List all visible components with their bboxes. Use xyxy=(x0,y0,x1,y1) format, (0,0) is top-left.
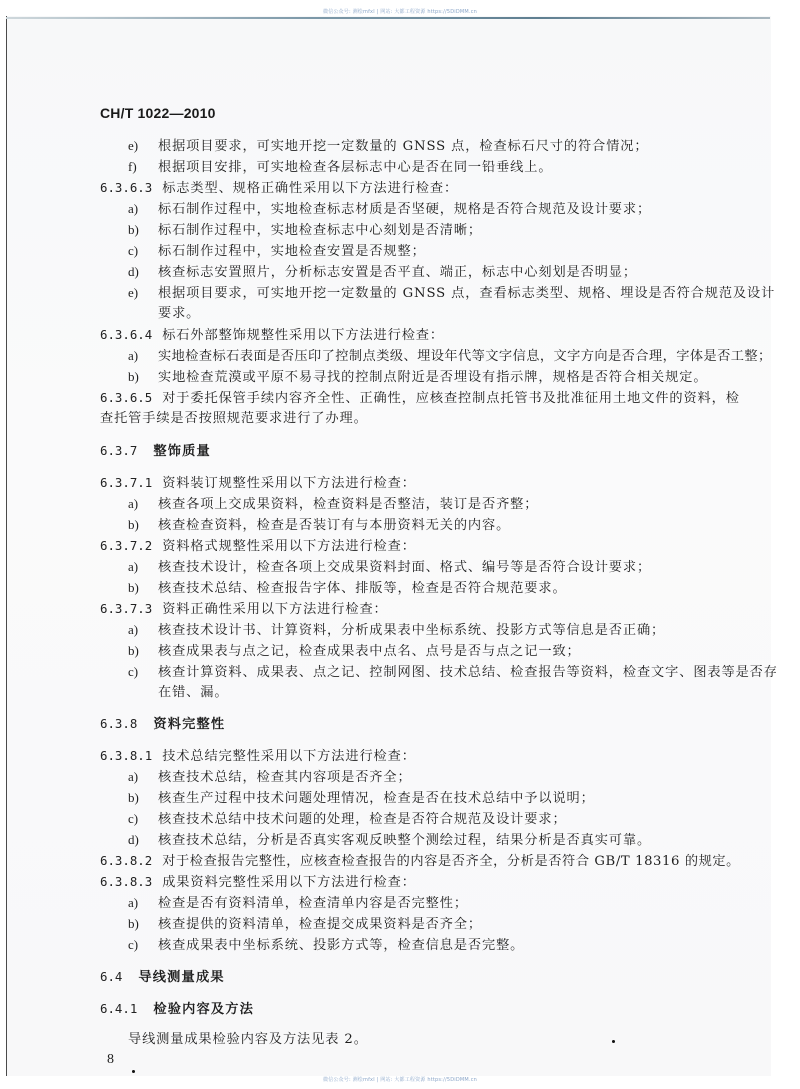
item-label: f) xyxy=(128,159,137,174)
item-label: c) xyxy=(128,243,139,258)
watermark-top: 微信公众号: 测绘mfxl | 网站: 大都工程资源 https://5DiDMM.cn xyxy=(322,9,478,15)
list-item xyxy=(128,915,482,934)
section-number: 6.4 xyxy=(100,969,123,984)
list-item xyxy=(128,810,567,829)
item-label: c) xyxy=(128,811,139,826)
list-item xyxy=(128,368,707,387)
list-item xyxy=(128,221,482,240)
watermark-bottom: 微信公众号: 测绘mfxl | 网站: 大都工程资源 https://5DiDMM.cn xyxy=(322,1077,478,1083)
list-item xyxy=(128,347,772,366)
item-text: 核查技术总结，检查其内容项是否齐全； xyxy=(158,770,412,785)
item-label: a) xyxy=(128,348,139,363)
item-text: 核查检查资料，检查是否装订有与本册资料无关的内容。 xyxy=(158,518,511,533)
clause-number: 6.3.7.3 xyxy=(100,601,153,616)
item-text: 核查计算资料、成果表、点之记、控制网图、技术总结、检查报告等资料，检查文字、图表等是否存 xyxy=(158,665,778,680)
item-text: 标石制作过程中，实地检查标志材质是否坚硬，规格是否符合规范及设计要求； xyxy=(158,202,652,217)
section-title: 导线测量成果 xyxy=(138,970,225,985)
clause-text: 标志类型、规格正确性采用以下方法进行检查： xyxy=(162,181,459,196)
list-item xyxy=(128,495,538,514)
clause-6-3-6-5 xyxy=(100,389,740,408)
section-title: 检验内容及方法 xyxy=(153,1002,255,1017)
list-item xyxy=(128,789,595,808)
item-text: 实地检查标石表面是否压印了控制点类级、埋设年代等文字信息，文字方向是否合理，字体是否工整； xyxy=(158,349,772,364)
standard-code: CH/T 1022—2010 xyxy=(100,105,216,121)
item-label: c) xyxy=(128,664,139,679)
item-text: 核查成果表中坐标系统、投影方式等，检查信息是否完整。 xyxy=(158,938,525,953)
item-label: b) xyxy=(128,517,139,532)
list-item xyxy=(128,936,524,955)
clause-text: 对于检查报告完整性，应核查检查报告的内容是否齐全，分析是否符合 GB/T 18316 的规定。 xyxy=(162,854,740,869)
scan-speck xyxy=(132,1070,135,1073)
clause-number: 6.3.6.3 xyxy=(100,180,153,195)
list-item xyxy=(128,663,778,682)
item-text: 标石制作过程中，实地检查标志中心刻划是否清晰； xyxy=(158,223,483,238)
clause-text: 技术总结完整性采用以下方法进行检查： xyxy=(162,749,416,764)
clause-number: 6.3.8.1 xyxy=(100,748,153,763)
item-text: 核查成果表与点之记，检查成果表中点名、点号是否与点之记一致； xyxy=(158,644,581,659)
section-heading-6-3-8 xyxy=(100,715,225,734)
list-item xyxy=(128,558,651,577)
list-item xyxy=(128,284,775,303)
item-text: 核查技术总结中技术问题的处理，检查是否符合规范及设计要求； xyxy=(158,812,567,827)
item-label: c) xyxy=(128,937,139,952)
body-paragraph: 导线测量成果检验内容及方法见表 2。 xyxy=(128,1032,368,1047)
item-label: b) xyxy=(128,916,139,931)
list-item xyxy=(128,579,567,598)
list-item xyxy=(128,831,651,850)
clause-number: 6.3.6.5 xyxy=(100,390,153,405)
clause-6-3-7-2 xyxy=(100,537,416,556)
list-item xyxy=(128,137,648,156)
item-label: a) xyxy=(128,201,139,216)
clause-6-3-7-3 xyxy=(100,600,388,619)
scan-speck xyxy=(612,1040,615,1043)
clause-6-3-6-4 xyxy=(100,326,444,345)
clause-number: 6.3.6.4 xyxy=(100,327,153,342)
list-item xyxy=(128,894,468,913)
list-item-continuation: 在错、漏。 xyxy=(158,685,229,700)
item-text: 核查技术设计书、计算资料，分析成果表中坐标系统、投影方式等信息是否正确； xyxy=(158,623,666,638)
item-label: a) xyxy=(128,496,139,511)
clause-6-3-8-1 xyxy=(100,747,416,766)
section-heading-6-4 xyxy=(100,968,225,987)
item-text: 根据项目要求，可实地开挖一定数量的 GNSS 点，检查标石尺寸的符合情况； xyxy=(158,139,649,154)
item-text: 检查是否有资料清单，检查清单内容是否完整性； xyxy=(158,896,468,911)
list-item xyxy=(128,242,426,261)
clause-6-3-6-3 xyxy=(100,179,458,198)
clause-text: 成果资料完整性采用以下方法进行检查： xyxy=(162,875,416,890)
list-item xyxy=(128,621,665,640)
item-label: d) xyxy=(128,264,139,279)
clause-number: 6.3.7.2 xyxy=(100,538,153,553)
section-title: 整饰质量 xyxy=(153,444,211,459)
section-number: 6.4.1 xyxy=(100,1001,138,1016)
clause-6-3-8-3 xyxy=(100,873,416,892)
item-label: b) xyxy=(128,580,139,595)
clause-number: 6.3.8.3 xyxy=(100,874,153,889)
section-title: 资料完整性 xyxy=(153,717,226,732)
list-item xyxy=(128,263,637,282)
clause-number: 6.3.8.2 xyxy=(100,853,153,868)
top-rule xyxy=(6,17,770,19)
list-item xyxy=(128,768,412,787)
list-item xyxy=(128,642,581,661)
item-text: 核查生产过程中技术问题处理情况，检查是否在技术总结中予以说明； xyxy=(158,791,595,806)
item-text: 核查标志安置照片，分析标志安置是否平直、端正，标志中心刻划是否明显； xyxy=(158,265,637,280)
list-item-continuation: 要求。 xyxy=(158,306,201,321)
item-text: 标石制作过程中，实地检查安置是否规整； xyxy=(158,244,426,259)
item-text: 核查技术设计，检查各项上交成果资料封面、格式、编号等是否符合设计要求； xyxy=(158,560,652,575)
section-number: 6.3.7 xyxy=(100,443,138,458)
item-label: b) xyxy=(128,790,139,805)
clause-continuation: 查托管手续是否按照规范要求进行了办理。 xyxy=(100,411,368,426)
clause-text: 资料装订规整性采用以下方法进行检查： xyxy=(162,476,416,491)
item-text: 根据项目要求，可实地开挖一定数量的 GNSS 点，查看标志类型、规格、埋设是否符合规范及设计 xyxy=(158,286,776,301)
clause-text: 标石外部整饰规整性采用以下方法进行检查： xyxy=(162,328,444,343)
clause-text: 资料正确性采用以下方法进行检查： xyxy=(162,602,388,617)
clause-text: 对于委托保管手续内容齐全性、正确性，应核查控制点托管书及批准征用土地文件的资料，检 xyxy=(162,391,740,406)
section-number: 6.3.8 xyxy=(100,716,138,731)
item-text: 核查技术总结、检查报告字体、排版等，检查是否符合规范要求。 xyxy=(158,581,567,596)
clause-number: 6.3.7.1 xyxy=(100,475,153,490)
list-item xyxy=(128,516,510,535)
item-label: a) xyxy=(128,559,139,574)
clause-text: 资料格式规整性采用以下方法进行检查： xyxy=(162,539,416,554)
item-label: a) xyxy=(128,895,139,910)
item-text: 核查各项上交成果资料，检查资料是否整洁，装订是否齐整； xyxy=(158,497,539,512)
clause-6-3-7-1 xyxy=(100,474,416,493)
page-number: 8 xyxy=(107,1052,114,1067)
item-text: 实地检查荒漠或平原不易寻找的控制点附近是否埋设有指示牌，规格是否符合相关规定。 xyxy=(158,370,708,385)
item-label: e) xyxy=(128,138,139,153)
item-text: 核查提供的资料清单，检查提交成果资料是否齐全； xyxy=(158,917,483,932)
list-item xyxy=(128,158,552,177)
item-label: b) xyxy=(128,643,139,658)
clause-6-3-8-2 xyxy=(100,852,740,871)
item-label: a) xyxy=(128,622,139,637)
section-heading-6-4-1 xyxy=(100,1000,254,1019)
item-label: a) xyxy=(128,769,139,784)
item-label: d) xyxy=(128,832,139,847)
item-text: 根据项目安排，可实地检查各层标志中心是否在同一铅垂线上。 xyxy=(158,160,553,175)
item-label: b) xyxy=(128,369,139,384)
list-item xyxy=(128,200,651,219)
section-heading-6-3-7 xyxy=(100,442,211,461)
item-label: e) xyxy=(128,285,139,300)
item-text: 核查技术总结，分析是否真实客观反映整个测绘过程，结果分析是否真实可靠。 xyxy=(158,833,652,848)
item-label: b) xyxy=(128,222,139,237)
